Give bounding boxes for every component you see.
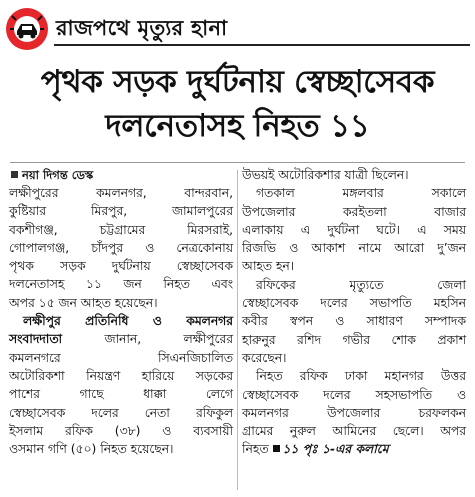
text-line: স্বেচ্ছাসেবক দলের সহসভাপতি ও bbox=[242, 387, 466, 402]
column-divider bbox=[237, 170, 238, 490]
text-line: রফিকের মৃত্যুতে জেলা bbox=[256, 277, 466, 292]
dateline-bold-2: সংবাদদাতা bbox=[9, 332, 63, 347]
text-line: এলাকায় এ দুর্ঘটনা ঘটে। এ সময় bbox=[242, 222, 466, 237]
text-line: কুষ্টিয়ার মিরপুর, জামালপুরের bbox=[9, 204, 233, 219]
text-line: করেছেন। bbox=[242, 350, 287, 365]
text-line: গ্রামের নুরুল আমিনের ছেলে। অপর bbox=[242, 424, 466, 439]
text-line: লক্ষীপুরের কমলনগর, বান্দরবান, bbox=[9, 186, 233, 200]
headline-line-1: পৃথক সড়ক দুর্ঘটনায় স্বেচ্ছাসেবক bbox=[40, 64, 435, 100]
byline-text: নয়া দিগন্ত ডেস্ক bbox=[22, 168, 94, 182]
text-line: উভয়ই অটোরিকশার যাত্রী ছিলেন। bbox=[242, 168, 409, 182]
text-line: দলনেতাসহ ১১ জন নিহত এবং bbox=[9, 277, 233, 292]
dateline-bold: লক্ষীপুর প্রতিনিধি ও কমলনগর bbox=[23, 314, 233, 329]
text-line: বকশীগঞ্জ, চট্টগ্রামের মিরসরাই, bbox=[9, 222, 233, 237]
section-header bbox=[0, 0, 475, 58]
text-line: নিহত রফিক ঢাকা মহানগর উত্তর bbox=[256, 369, 466, 384]
text-line: স্বেচ্ছাসেবক দলের নেতা রফিকুল bbox=[9, 405, 233, 420]
text-line: কমলনগর উপজেলার চরফলকন bbox=[242, 405, 466, 420]
text-fragment: নিহত bbox=[242, 442, 269, 457]
text-line: গোপালগঞ্জ, চাঁদপুর ও নেত্রকোনায় bbox=[9, 240, 233, 255]
article-column-right bbox=[242, 166, 466, 459]
text-line: উপজেলার করইতলা বাজার bbox=[242, 204, 466, 219]
text-line: অটোরিকশা নিয়ন্ত্রণ হারিয়ে সড়কের bbox=[9, 368, 233, 383]
text-line: হারুনুর রশিদ গভীর শোক প্রকাশ bbox=[242, 332, 466, 347]
text-line bbox=[9, 330, 233, 348]
continued-on-jump-link[interactable]: ১১ পৃঃ ১-এর কলামে bbox=[282, 442, 389, 457]
text-line: গতকাল মঙ্গলবার সকালে bbox=[256, 186, 466, 201]
kicker-divider bbox=[54, 44, 470, 46]
paragraph-victim bbox=[242, 367, 466, 458]
headline-line-2: দলনেতাসহ নিহত ১১ bbox=[105, 108, 370, 144]
text-line: কমলনগরে সিএনজিচালিত bbox=[9, 350, 233, 365]
text-line: পাশের গাছে ধাক্কা লেগে bbox=[9, 387, 233, 402]
text-line: অপর ১৫ জন আহত হয়েছেন। bbox=[9, 295, 158, 310]
paragraph-incident bbox=[242, 184, 466, 275]
text-line: কবীর স্বপন ও সাধারণ সম্পাদক bbox=[242, 314, 466, 329]
text-line: ওসমান গণি (৫০) নিহত হয়েছেন। bbox=[9, 442, 174, 457]
headline-divider bbox=[10, 162, 465, 163]
text-line bbox=[242, 440, 466, 458]
article-column-left bbox=[9, 166, 233, 458]
text-line: পৃথক সড়ক দুর্ঘটনায় স্বেচ্ছাসেবক bbox=[9, 259, 233, 274]
square-bullet-icon bbox=[273, 445, 280, 452]
paragraph-condolence bbox=[242, 276, 466, 367]
text-line: রিজভি ও আকাশ নামে আরো দু’জন bbox=[242, 241, 466, 256]
byline bbox=[9, 166, 233, 184]
text-line: ইসলাম রফিক (৩৮) ও ব্যবসায়ী bbox=[9, 423, 233, 438]
text-line: আহত হন। bbox=[242, 259, 295, 274]
square-bullet-icon bbox=[11, 171, 18, 178]
crashed-car-logo-icon bbox=[4, 6, 50, 52]
paragraph-lakshmipur bbox=[9, 312, 233, 458]
headline bbox=[8, 60, 467, 148]
paragraph-intro bbox=[9, 184, 233, 312]
paragraph-continued bbox=[242, 166, 466, 184]
section-kicker: রাজপথে মৃত্যুর হানা bbox=[56, 16, 228, 40]
text-fragment: জানান, লক্ষীপুরের bbox=[62, 332, 233, 347]
text-line: স্বেচ্ছাসেবক দলের সভাপতি মহসিন bbox=[242, 296, 466, 311]
